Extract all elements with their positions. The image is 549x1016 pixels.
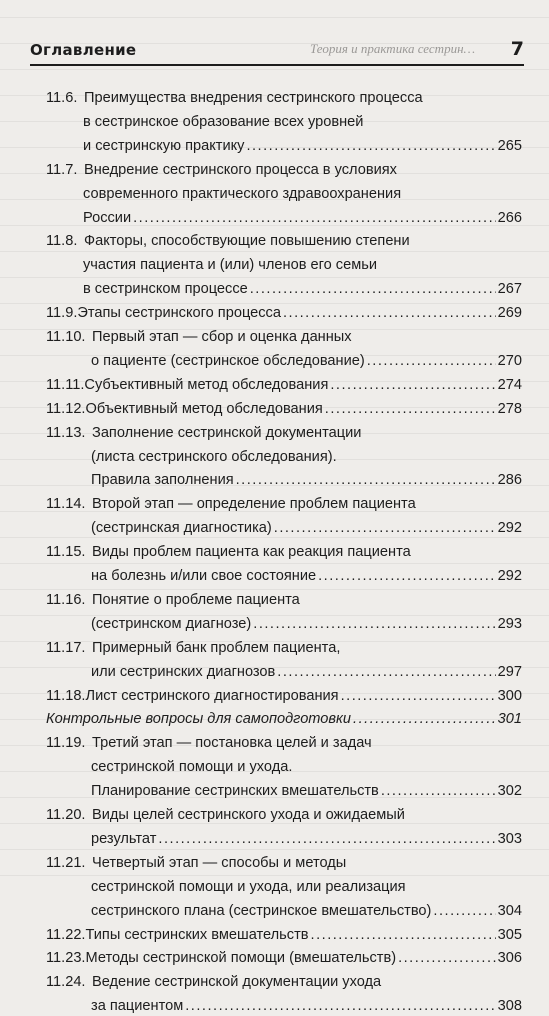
toc-line <box>83 112 522 132</box>
page-reference: 265 <box>497 137 522 154</box>
page-reference: 302 <box>497 783 522 800</box>
toc-line <box>46 590 522 610</box>
toc-line <box>46 160 522 180</box>
page-reference: 274 <box>497 376 522 393</box>
toc-line <box>91 781 522 801</box>
section-title-text: в сестринское образование всех уровней <box>83 113 364 130</box>
section-number: 11.7. <box>46 161 78 178</box>
toc-line <box>83 208 522 228</box>
section-title-text: в сестринском процессе <box>83 281 248 298</box>
section-title-text: Ведение сестринской документации ухода <box>92 974 382 991</box>
page-reference: 301 <box>497 711 522 728</box>
section-title-text: Виды целей сестринского ухода и ожидаемый <box>92 807 405 823</box>
section-title-text: Типы сестринских вмешательств <box>85 926 309 943</box>
page-reference: 297 <box>497 663 522 680</box>
section-number: 11.14. <box>46 496 86 513</box>
section-number: 11.22. <box>46 926 86 943</box>
toc-line <box>46 805 522 825</box>
section-title: Оглавление <box>30 41 137 59</box>
section-title-text: Факторы, способствующие повышению степени <box>84 233 410 250</box>
section-title-text: и сестринскую практику <box>83 137 245 154</box>
dot-leader <box>283 303 496 323</box>
section-number: 11.12. <box>46 400 86 417</box>
toc-line <box>83 255 522 275</box>
section-title-text: Понятие о проблеме пациента <box>92 591 300 608</box>
dot-leader <box>325 399 496 419</box>
dot-leader <box>185 996 495 1016</box>
dot-leader <box>398 948 496 968</box>
toc-line <box>83 184 522 204</box>
section-title-text: (сестринская диагностика) <box>91 520 272 537</box>
toc-line <box>91 829 522 849</box>
dot-leader <box>330 375 495 395</box>
section-title-text: Второй этап — определение проблем пациента <box>92 496 416 513</box>
section-title-text: о пациенте (сестринское обследование) <box>91 352 365 369</box>
dot-leader <box>274 518 496 538</box>
section-number: 11.17. <box>46 639 86 656</box>
section-title-text: Внедрение сестринского процесса в условиях <box>84 161 397 178</box>
section-title-text: Контрольные вопросы для самоподготовки <box>46 711 352 728</box>
page-reference: 306 <box>497 950 522 967</box>
page-reference: 267 <box>497 281 522 298</box>
dot-leader <box>253 614 495 634</box>
toc-line <box>91 662 522 682</box>
toc-line <box>91 877 522 897</box>
dot-leader <box>250 279 496 299</box>
section-number: 11.11. <box>46 376 85 393</box>
dot-leader <box>367 351 496 371</box>
section-title-text: Планирование сестринских вмешательств <box>91 783 379 800</box>
toc-line <box>46 686 522 706</box>
section-number: 11.23. <box>46 950 86 967</box>
section-number: 11.9. <box>46 305 78 322</box>
dot-leader <box>318 566 496 586</box>
section-title-text: Первый этап — сбор и оценка данных <box>92 329 352 345</box>
section-title-text: современного практического здравоохранения <box>83 185 402 202</box>
section-title-text: Субъективный метод обследования <box>84 376 329 393</box>
toc-line <box>46 494 522 514</box>
page-reference: 278 <box>497 400 522 417</box>
page-reference: 266 <box>497 209 522 226</box>
toc-line <box>91 470 522 490</box>
section-title-text: Методы сестринской помощи (вмешательств) <box>85 950 397 967</box>
section-title-text: (сестринском диагнозе) <box>91 615 252 632</box>
section-title-text: (листа сестринского обследования). <box>91 448 337 465</box>
section-number: 11.16. <box>46 591 86 608</box>
section-number: 11.24. <box>46 974 86 991</box>
toc-line <box>83 279 522 299</box>
toc-line <box>91 566 522 586</box>
section-number: 11.19. <box>46 735 86 752</box>
dot-leader <box>433 901 495 921</box>
bleed-through-heading: Теория и практика сестрин… <box>310 41 476 56</box>
toc-line <box>46 709 522 729</box>
toc-line <box>46 853 522 873</box>
section-title-text: Лист сестринского диагностирования <box>85 687 339 704</box>
toc-line <box>46 638 522 658</box>
section-title-text: Этапы сестринского процесса <box>77 305 281 322</box>
section-title-text: сестринского плана (сестринское вмешательство) <box>91 902 432 919</box>
section-title-text: Объективный метод обследования <box>85 400 323 417</box>
page-reference: 304 <box>497 902 522 919</box>
page-number: 7 <box>510 38 524 60</box>
page-reference: 308 <box>497 998 522 1015</box>
dot-leader <box>311 925 496 945</box>
dot-leader <box>341 686 496 706</box>
toc-line <box>46 375 522 395</box>
toc-line <box>46 423 522 443</box>
section-title-text: сестринской помощи и ухода, или реализация <box>91 878 406 895</box>
dot-leader <box>381 781 496 801</box>
toc-line <box>46 399 522 419</box>
toc-line <box>91 447 522 467</box>
page-reference: 305 <box>497 926 522 943</box>
page-reference: 292 <box>497 568 522 584</box>
toc-line <box>46 733 522 753</box>
toc-line <box>46 542 522 562</box>
page-reference: 270 <box>497 352 522 369</box>
toc-line <box>46 327 522 347</box>
toc-line <box>46 925 522 945</box>
page-reference: 292 <box>497 520 522 537</box>
section-title-text: России <box>83 209 132 226</box>
section-number: 11.20. <box>46 807 86 823</box>
dot-leader <box>353 709 496 729</box>
toc-line <box>46 948 522 968</box>
section-title-text: Виды проблем пациента как реакция пациента <box>92 544 411 561</box>
dot-leader <box>246 136 495 156</box>
section-title-text: на болезнь и/или свое состояние <box>91 568 317 584</box>
section-title-text: Третий этап — постановка целей и задач <box>92 735 372 752</box>
toc-line <box>46 303 522 323</box>
page-reference: 269 <box>497 305 522 322</box>
page-reference: 293 <box>497 615 522 632</box>
dot-leader <box>158 829 495 849</box>
toc-line <box>46 972 522 992</box>
toc-line <box>91 901 522 921</box>
toc-line <box>91 351 522 371</box>
section-title-text: результат <box>91 830 157 847</box>
section-number: 11.8. <box>46 233 78 250</box>
toc-line <box>46 88 522 108</box>
section-number: 11.10. <box>46 329 86 345</box>
section-title-text: или сестринских диагнозов <box>91 663 276 680</box>
toc-line <box>91 996 522 1016</box>
section-title-text: Преимущества внедрения сестринского процесса <box>84 90 423 106</box>
section-number: 11.18. <box>46 687 86 704</box>
section-title-text: Примерный банк проблем пациента, <box>92 639 341 656</box>
page-reference: 286 <box>497 472 522 489</box>
toc-line <box>91 757 522 777</box>
dot-leader <box>277 662 495 682</box>
section-number: 11.13. <box>46 424 86 441</box>
dot-leader <box>133 208 496 228</box>
section-number: 11.6. <box>46 90 78 106</box>
dot-leader <box>236 470 496 490</box>
section-number: 11.21. <box>46 854 86 871</box>
section-title-text: участия пациента и (или) членов его семьи <box>83 257 378 274</box>
section-title-text: за пациентом <box>91 998 184 1015</box>
section-number: 11.15. <box>46 544 86 561</box>
section-title-text: Четвертый этап — способы и методы <box>92 854 347 871</box>
toc-line <box>46 231 522 251</box>
page-reference: 300 <box>497 687 522 704</box>
section-title-text: Правила заполнения <box>91 472 234 489</box>
toc-line <box>91 518 522 538</box>
toc-line <box>91 614 522 634</box>
toc-line <box>83 136 522 156</box>
section-title-text: Заполнение сестринской документации <box>92 424 362 441</box>
section-title-text: сестринской помощи и ухода. <box>91 759 293 776</box>
page-reference: 303 <box>497 830 522 847</box>
